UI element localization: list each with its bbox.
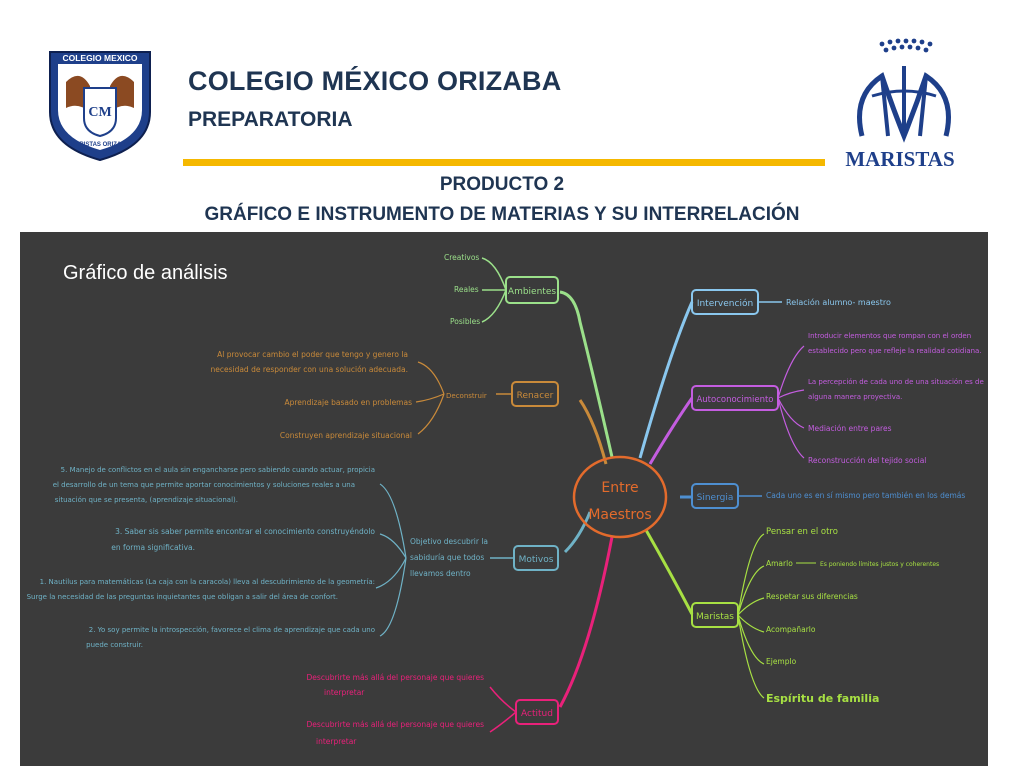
colegio-mexico-logo [44, 42, 156, 162]
motivos-item-3b: en forma significativa. [111, 543, 195, 552]
node-motivos-label: Motivos [518, 555, 554, 565]
renacer-item-3: Aprendizaje basado en problemas [284, 398, 412, 407]
center-label-1: Entre [601, 480, 639, 496]
maristas-item-acompanarlo: Acompañarlo [766, 625, 816, 634]
connector-intervencion [640, 302, 692, 458]
panel-label: Gráfico de análisis [63, 262, 228, 284]
renacer-item-2: necesidad de responder con una solución adecuada. [210, 365, 408, 374]
motivos-item-3a: 3. Saber sis saber permite encontrar el conocimiento construyéndolo [115, 527, 375, 536]
node-autoconocimiento-label: Autoconocimiento [696, 395, 774, 405]
logo-top-text: COLEGIO MEXICO [62, 53, 138, 63]
logo-bottom-text: MARISTAS ORIZABA [70, 142, 130, 148]
actitud-item-1b: interpretar [324, 688, 365, 697]
connector-motivos [565, 512, 590, 552]
motivos-sub-1: Objetivo descubrir la [410, 537, 489, 546]
connector-actitud [560, 537, 612, 707]
renacer-sub-deconstruir: Deconstruir [446, 392, 487, 400]
motivos-sub-2: sabiduría que todos [410, 553, 485, 562]
maristas-item-espiritu: Espíritu de familia [766, 692, 880, 705]
mindmap-canvas [20, 232, 988, 766]
school-name: COLEGIO MÉXICO ORIZABA [188, 66, 562, 96]
maristas-item-ejemplo: Ejemplo [766, 657, 797, 666]
auto-item-1b: establecido pero que refleje la realidad cotidiana. [808, 347, 982, 355]
intervencion-item: Relación alumno- maestro [786, 298, 891, 307]
node-actitud-label: Actitud [521, 709, 553, 719]
center-label-2: Maestros [588, 507, 652, 523]
motivos-item-5c: situación que se presenta, (aprendizaje situacional). [54, 496, 238, 504]
maristas-item-pensar: Pensar en el otro [766, 527, 838, 537]
actitud-item-2a: Descubrirte más allá del personaje que quieres [306, 720, 484, 729]
maristas-logo [842, 36, 966, 176]
renacer-item-1: Al provocar cambio el poder que tengo y genero la [217, 350, 408, 359]
logo-maristas-text: MARISTAS [845, 147, 955, 171]
node-maristas-label: Maristas [696, 612, 734, 622]
node-renacer-label: Renacer [516, 391, 554, 401]
connector-ambientes [560, 292, 612, 457]
auto-item-4: Reconstrucción del tejido social [808, 456, 927, 465]
ambientes-item-posibles: Posibles [450, 317, 481, 326]
school-level: PREPARATORIA [188, 108, 353, 131]
auto-item-2a: La percepción de cada uno de una situación es de [808, 378, 984, 386]
motivos-item-2a: 2. Yo soy permite la introspección, favorece el clima de aprendizaje que cada uno [88, 626, 375, 634]
mindmap-panel [20, 232, 988, 766]
node-sinergia-label: Sinergia [696, 493, 734, 503]
motivos-item-1a: 1. Nautilus para matemáticas (La caja con la caracola) lleva al descubrimiento de la geometría: [39, 578, 375, 586]
auto-item-2b: alguna manera proyectiva. [808, 393, 903, 401]
maristas-item-respetar: Respetar sus diferencias [766, 592, 858, 601]
logo-monogram: CM [88, 105, 112, 120]
center-node [574, 457, 666, 537]
connector-maristas [646, 530, 692, 614]
connector-autoconocimiento [650, 398, 692, 464]
ambientes-item-creativos: Creativos [444, 253, 480, 262]
auto-item-1a: Introducir elementos que rompan con el orden [808, 332, 972, 340]
actitud-item-2b: interpretar [316, 737, 357, 746]
motivos-item-2b: puede construir. [86, 641, 143, 649]
motivos-item-5a: 5. Manejo de conflictos en el aula sin engancharse pero sabiendo cuando actuar, propicia [60, 466, 375, 474]
product-title: GRÁFICO E INSTRUMENTO DE MATERIAS Y SU INTERRELACIÓN [204, 204, 800, 225]
actitud-item-1a: Descubrirte más allá del personaje que quieres [306, 673, 484, 682]
ambientes-item-reales: Reales [454, 285, 479, 294]
maristas-item-amarlo: Amarlo [766, 559, 793, 568]
node-ambientes-label: Ambientes [507, 287, 557, 297]
maristas-amarlo-sub: Es poniendo límites justos y coherentes [820, 561, 940, 568]
accent-divider [183, 159, 825, 166]
motivos-sub-3: llevamos dentro [410, 569, 471, 578]
sinergia-item: Cada uno es en sí mismo pero también en los demás [766, 491, 966, 500]
auto-item-3: Mediación entre pares [808, 424, 892, 433]
product-number: PRODUCTO 2 [439, 174, 565, 195]
renacer-item-4: Construyen aprendizaje situacional [279, 431, 412, 440]
motivos-item-5b: el desarrollo de un tema que permite aportar conocimientos y soluciones reales a una [52, 481, 355, 489]
node-intervencion-label: Intervención [696, 299, 754, 309]
motivos-item-1b: Surge la necesidad de las preguntas inquietantes que obligan a salir del área de confort. [26, 593, 338, 601]
